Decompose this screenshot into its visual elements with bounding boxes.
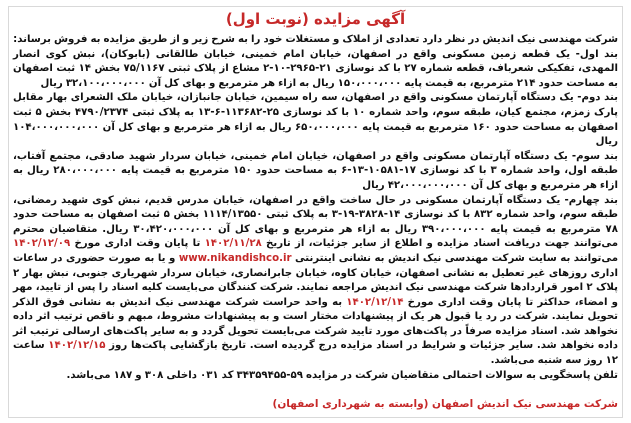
notice-title: آگهی مزایده (نوبت اول) <box>225 10 406 28</box>
item-3: بند سوم- یک دستگاه آپارتمان مسکونی واقع در اصفهان، خیابان امام خمینی، خیابان سردار شهید صادقی، مجتمع آفتاب، طبقه اول، واحد شماره ۳ با کد نوسازی ۱۷-۱۰۵۸۱-۱۳-۶ به مساحت حدود ۱۵۰ مترمربع به قیمت پایه ۲۸۰،۰۰۰،۰۰۰ ریال به ازاء هر مترمربع و بهای کل آن ۴۲،۰۰۰،۰۰۰،۰۰۰ ریال <box>13 150 619 191</box>
notice-body <box>13 33 618 383</box>
auction-notice <box>8 6 623 418</box>
instructions-text-6: ساعت ۱۲ روز سه شنبه می‌باشد. <box>13 340 618 367</box>
date-opening: ۱۴۰۲/۱۲/۱۵ <box>48 340 106 352</box>
phone-line: تلفن پاسخگویی به سوالات احتمالی متقاضیان شرکت در مزایده ۵۹-۳۴۳۵۹۴۵۵ کد ۰۳۱ داخلی ۳۰۸ و ۱۸۷ می‌باشد. <box>66 369 618 381</box>
item-2: بند دوم- یک دستگاه آپارتمان مسکونی واقع در اصفهان، سه راه سیمین، خیابان جانبازان، خیابان ملک الشعرای بهار مقابل پارک زمزم، مجتمع کیان، طبقه سوم، واحد شماره ۱۰ با کد نوسازی ۲۵-۱۱۳۶۸۲-۶-۱۳ به پلاک ثبتی ۴۷۹۰/۲۳۷۴ بخش ۵ ثبت اصفهان به مساحت حدود ۱۶۰ مترمربع به قیمت پایه ۶۵۰،۰۰۰،۰۰۰ ریال به ازاء هر مترمربع و بهای کل آن ۱۰۴،۰۰۰،۰۰۰،۰۰۰ ریال <box>13 92 618 148</box>
date-from: ۱۴۰۲/۱۱/۲۸ <box>204 238 262 250</box>
instructions-text-4: و یا به صورت حضوری در ساعات اداری روزهای غیر تعطیل به نشانی اصفهان، خیابان کاوه، خیابان جابرانصاری، خیابان سردار شهریاری جنوبی، نبش بهار ۲ پلاک ۲ امور قراردادها شرکت مهندسی نیک اندیش مراجعه نمایند. شرکت کنندگان می‌بایست کلیه اسناد را پس از تایید، مهر و امضاء، حداکثر تا پایان وقت اداری مورخ <box>13 252 618 308</box>
title-row <box>9 7 622 31</box>
intro-paragraph: شرکت مهندسی نیک اندیش در نظر دارد تعدادی از املاک و مستغلات خود را به شرح زیر و از طریق مزایده به فروش برساند: <box>13 34 618 45</box>
company-signature: شرکت مهندسی نیک اندیش اصفهان (وابسته به شهرداری اصفهان) <box>272 398 618 410</box>
website-link[interactable]: www.nikandishco.ir <box>178 252 292 264</box>
instructions-text-3: می‌توانند به سایت شرکت مهندسی نیک اندیش به نشانی اینترنتی <box>291 252 618 264</box>
instructions-text-1: متقاضیان محترم می‌توانند جهت دریافت اسناد مزایده و اطلاع از سایر جزئیات، از تاریخ <box>13 223 619 250</box>
date-deadline: ۱۴۰۲/۱۲/۱۴ <box>346 296 404 308</box>
item-4-and-instructions: بند چهارم- یک دستگاه آپارتمان مسکونی در حال ساخت واقع در اصفهان، خیابان مدرس قدیم، نبش کوی شهید رمضانی، طبقه سوم، واحد شماره ۸۳۲ با کد نوسازی ۱۴-۳۸۲۸-۱۹-۳ به پلاک ثبتی ۱۱۱۴/۱۳۵۵۰ بخش ۵ ثبت اصفهان به مساحت حدود ۷۸ مترمربع به قیمت پایه ۳۹۰،۰۰۰،۰۰۰ ریال به ازاء هر مترمربع و بهای کل آن ۳۰،۴۲۰،۰۰۰،۰۰۰ ریال. متقاضیان محترم می‌توانند جهت دریافت اسناد مزایده و اطلاع از سایر جزئیات، از تاریخ ۱۴۰۲/۱۱/۲۸ تا پایان وقت اداری مورخ ۱۴۰۲/۱۲/۰۹ می‌توانند به سایت شرکت مهندسی نیک اندیش به نشانی اینترنتی www.nikandishco.ir و یا به صورت حضوری در ساعات اداری روزهای غیر تعطیل به نشانی اصفهان، خیابان کاوه، خیابان جابرانصاری، خیابان سردار شهریاری جنوبی، نبش بهار ۲ پلاک ۲ امور قراردادها شرکت مهندسی نیک اندیش مراجعه نمایند. شرکت کنندگان می‌بایست کلیه اسناد را پس از تایید، مهر و امضاء، حداکثر تا پایان وقت اداری مورخ ۱۴۰۲/۱۲/۱۴ به واحد حراست شرکت مهندسی نیک اندیش به نشانی فوق الذکر تحویل نمایند. شرکت در رد یا قبول هر یک از پیشنهادات مختار است و به پیشنهادات مشروط، مبهم و ناقص ترتیب اثر داده نخواهد شد. اسناد مزایده صرفاً در پاکت‌های مورد تایید شرکت می‌بایست تحویل گردد و به سایر پاکت‌های ارسالی ترتیب اثر داده نخواهد شد. سایر جزئیات و شرایط در اسناد مزایده درج گردیده است. تاریخ بازگشایی پاکت‌ها روز ۱۴۰۲/۱۲/۱۵ ساعت ۱۲ روز سه شنبه می‌باشد. <box>13 194 619 367</box>
date-to: ۱۴۰۲/۱۲/۰۹ <box>13 238 71 250</box>
instructions-text-5: به واحد حراست شرکت مهندسی نیک اندیش به نشانی فوق الذکر تحویل نمایند. شرکت در رد یا قبول هر یک از پیشنهادات مختار است و به پیشنهادات مشروط، مبهم و ناقص ترتیب اثر داده نخواهد شد. اسناد مزایده صرفاً در پاکت‌های مورد تایید شرکت می‌بایست تحویل گردد و به سایر پاکت‌های ارسالی ترتیب اثر داده نخواهد شد. سایر جزئیات و شرایط در اسناد مزایده درج گردیده است. تاریخ بازگشایی پاکت‌ها روز <box>13 296 618 352</box>
item-4: بند چهارم- یک دستگاه آپارتمان مسکونی در حال ساخت واقع در اصفهان، خیابان مدرس قدیم، نبش کوی شهید رمضانی، طبقه سوم، واحد شماره ۸۳۲ با کد نوسازی ۱۴-۳۸۲۸-۱۹-۳ به پلاک ثبتی ۱۱۱۴/۱۳۵۵۰ بخش ۵ ثبت اصفهان به مساحت حدود ۷۸ مترمربع به قیمت پایه ۳۹۰،۰۰۰،۰۰۰ ریال به ازاء هر مترمربع و بهای کل آن ۳۰،۴۲۰،۰۰۰،۰۰۰ ریال <box>13 194 619 235</box>
item-1: بند اول- یک قطعه زمین مسکونی واقع در اصفهان، خیابان امام خمینی، خیابان طالقانی (بابوکان)، نبش کوی انصار المهدی، تفکیکی شعرباف، قطعه شماره ۲۷ با کد نوسازی ۲۱-۲۹۶۵-۱۰-۲ مشاع از پلاک ثبتی ۷۵/۱۱۶۷ بخش ۱۴ ثبت اصفهان به مساحت حدود ۲۱۴ مترمربع، به قیمت پایه ۱۵۰،۰۰۰،۰۰۰ ریال به ازاء هر مترمربع و بهای کل آن ۳۲،۱۰۰،۰۰۰،۰۰۰ ریال <box>13 48 618 89</box>
instructions-text-2: تا پایان وقت اداری مورخ <box>70 238 205 250</box>
